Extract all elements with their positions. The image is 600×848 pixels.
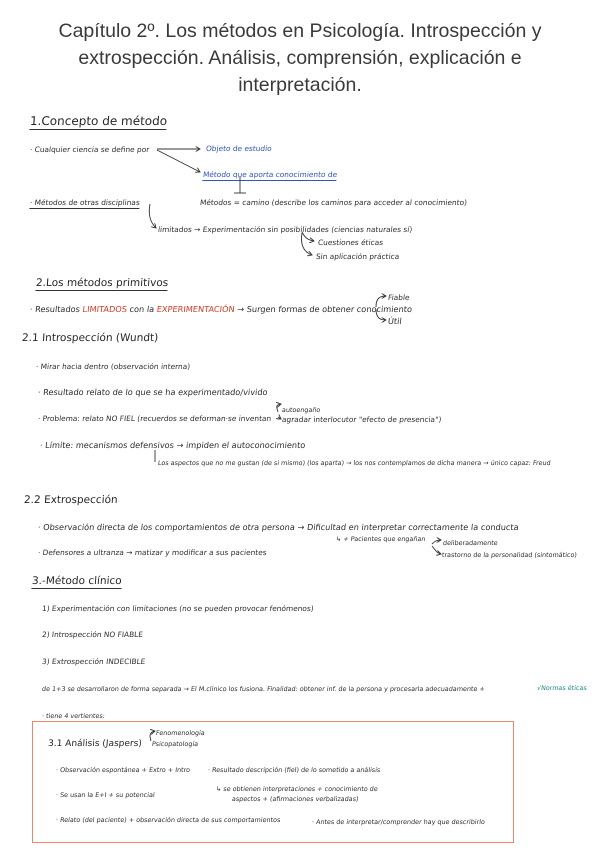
s31-psicopatologia: Psicopatología [151,740,199,748]
s2-line-resultados: · Resultados LIMITADOS con la EXPERIMENTACIÓN → Surgen formas de obtener conocimiento [29,304,413,314]
s31-line-antes: · Antes de interpretar/comprender hay que describirlo [311,818,486,826]
s1-line-ciencia: · Cualquier ciencia se define por [29,145,150,154]
s21-agradar: agradar interlocutor "efecto de presencia") [281,415,442,424]
s22-deliberadamente: deliberadamente [442,539,499,547]
s31-line-relato: · Relato (del paciente) + observación directa de sus comportamientos [55,816,281,824]
section-1-heading: 1.Concepto de método [29,114,168,128]
limitados-highlight: LIMITADOS [82,304,128,314]
s31-line-se-usan: · Se usan la E+I + su potencial [55,791,156,799]
s22-trastorno: trastorno de la personalidad (sintomático) [441,551,578,559]
s31-line-aspectos: aspectos + (afirmaciones verbalizadas) [231,795,359,803]
s1-objeto-estudio: Objeto de estudio [205,144,273,153]
s21-line-mirar: · Mirar hacia dentro (observación interna) [35,362,191,371]
experimentacion-highlight: EXPERIMENTACIÓN [156,304,236,314]
s1-line-otras-disciplinas: · Métodos de otras disciplinas [29,198,141,207]
s21-line-limite: · Límite: mecanismos defensivos → impiden el autoconocimiento [39,440,306,450]
s31-fenomenologia: Fenomenología [155,729,206,737]
s3-line-4: de 1+3 se desarrollaron de forma separada → El M.clínico los fusiona. Finalidad: obtener inf. de la persona y procesarla adecuadamente + [41,685,486,693]
section-2-heading: 2.Los métodos primitivos [35,277,169,289]
s3-line-1: 1) Experimentación con limitaciones (no se pueden provocar fenómenos) [41,604,315,613]
s21-line-resultado: · Resultado relato de lo que se ha experimentado/vivido [37,387,269,397]
s21-autoengano: autoengaño [281,406,321,414]
s3-line-2: 2) Introspección NO FIABLE [41,630,144,639]
s3-normas-eticas: √Normas éticas [536,684,588,692]
section-3-heading: 3.-Método clínico [31,575,123,587]
s1-cuestiones-eticas: Cuestiones éticas [317,238,384,247]
s31-line-resultado: · Resultado descripción (fiel) de lo sometido a análisis [207,766,381,774]
s2-fiable: Fiable [387,293,411,302]
s21-line-aspectos: Los aspectos que no me gustan (de si mismo) (los aparta) → los nos contemplamos de dicha manera → único capaz: Freud [157,459,552,467]
s3-line-3: 3) Extrospección INDECIBLE [41,657,146,666]
s1-sin-aplicacion: Sin aplicación práctica [315,252,400,261]
page-title: Capítulo 2º. Los métodos en Psicología. Introspección y extrospección. Análisis, comprensión, explicación e interpretación. [58,20,542,96]
section-2-2-heading: 2.2 Extrospección [23,494,119,506]
section-2-1-heading: 2.1 Introspección (Wundt) [21,332,159,344]
s22-line-defensores: · Defensores a ultranza → matizar y modificar a sus pacientes [37,548,268,557]
s22-line-observacion: · Observación directa de los comportamientos de otra persona → Dificultad en interpretar correctamente la conducta [37,522,520,532]
s2-util: Útil [387,316,403,326]
s31-line-observacion: · Observación espontánea + Extro + Intro [55,766,191,774]
s1-metodo-apoyo: Método que aporta conocimiento de [202,170,338,179]
section-3-1-heading: 3.1 Análisis (Jaspers) [47,739,143,749]
s1-line-metodos-camino: Métodos = camino (describe los caminos para acceder al conocimiento) [199,198,468,207]
s21-line-problema: · Problema: relato NO FIEL (recuerdos se deforman·se inventan [37,414,272,423]
s1-line-limitados: limitados → Experimentación sin posibilidades (ciencias naturales sí) [157,225,413,234]
s3-line-vertientes: · tiene 4 vertientes: [41,712,106,720]
s22-pacientes-enganan: ↳ + Pacientes que engañan [335,535,426,543]
s31-line-interpretaciones: ↳ se obtienen interpretaciones + conocimiento de [215,785,379,793]
